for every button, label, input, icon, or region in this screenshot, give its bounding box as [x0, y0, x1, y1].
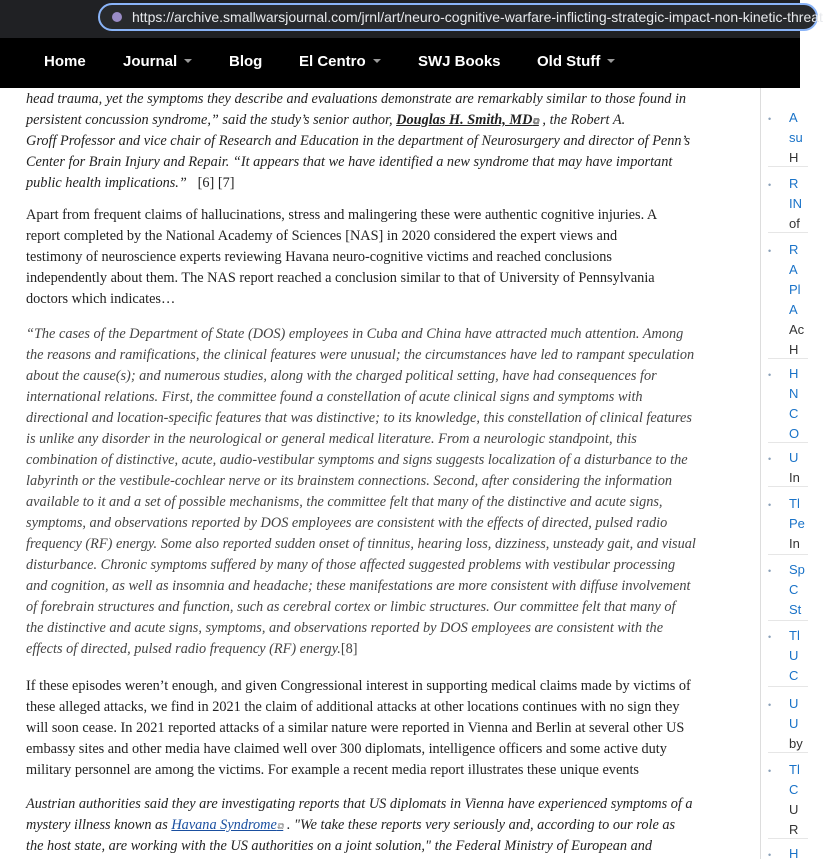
text-line	[26, 173, 726, 194]
text-line: international relations. First, the committee found a constellation of acute clinical signs and symptoms with	[26, 389, 643, 405]
text-line: frequency (RF) energy. Some also reported sudden onset of tinnitus, hearing loss, dizziness, unsteady gait, and visual	[26, 536, 696, 552]
sidebar-line[interactable]: St	[789, 602, 802, 617]
sidebar-separator	[768, 232, 808, 233]
nav-label: SWJ Books	[418, 53, 501, 70]
text-line: If these episodes weren’t enough, and given Congressional interest in supporting medical claims made by victims of	[26, 678, 691, 694]
sidebar-separator	[768, 752, 808, 753]
text-line: head trauma, yet the symptoms they describe and evaluations demonstrate are remarkably similar to those found in	[26, 91, 687, 107]
text-line: report completed by the National Academy of Sciences [NAS] in 2020 considered the expert views and	[26, 228, 618, 244]
caret-down-icon	[373, 59, 381, 63]
nav-old-stuff[interactable]	[537, 53, 615, 70]
nav-blog[interactable]	[229, 53, 262, 70]
sidebar-separator	[768, 686, 808, 687]
text-line: is unlike any disorder in the neurological or general medical literature. From a neurologic standpoint, this	[26, 431, 637, 447]
quote-paragraph-vienna	[26, 794, 726, 857]
sidebar-line: Ac	[789, 322, 805, 337]
footnote-ref[interactable]: [8]	[340, 641, 358, 657]
sidebar-line[interactable]: C	[789, 582, 799, 597]
text-line: symptoms, and observations reported by DOS employees are consistent with the effects of directed, pulsed radio	[26, 515, 668, 531]
caret-down-icon	[607, 59, 615, 63]
bullet-icon: •	[768, 180, 772, 190]
sidebar-line: H	[789, 342, 799, 357]
text-line: military personnel are among the victims. For example a recent media report illustrates these unique events	[26, 762, 639, 778]
sidebar-line: U	[789, 802, 799, 817]
text-line: the host state, are working with the US authorities on a joint solution," the Federal Ministry of European and	[26, 838, 653, 854]
text-line: labyrinth or the vestibule-cochlear nerve or its brainstem connections. Second, after considering the information	[26, 473, 673, 489]
sidebar-separator	[768, 166, 808, 167]
sidebar-line: In	[789, 536, 800, 551]
sidebar-separator	[768, 838, 808, 839]
bullet-icon: •	[768, 500, 772, 510]
nav-label: Journal	[123, 53, 178, 70]
paragraph-nas	[26, 205, 726, 310]
sidebar-line[interactable]: C	[789, 406, 799, 421]
bullet-icon: •	[768, 454, 772, 464]
sidebar-line[interactable]: Tl	[789, 496, 800, 511]
author-link[interactable]	[396, 112, 539, 128]
havana-syndrome-link[interactable]	[171, 817, 283, 833]
sidebar-line[interactable]: IN	[789, 196, 802, 211]
sidebar-line[interactable]: U	[789, 450, 799, 465]
paragraph-attacks	[26, 676, 726, 781]
sidebar-line[interactable]: R	[789, 242, 799, 257]
sidebar-line[interactable]: U	[789, 648, 799, 663]
bullet-icon: •	[768, 766, 772, 776]
sidebar-separator	[768, 442, 808, 443]
bullet-icon: •	[768, 566, 772, 576]
text-span: mystery illness known as	[26, 817, 168, 833]
quote-paragraph-smith	[26, 89, 726, 194]
sidebar-separator	[768, 486, 808, 487]
nav-swj-books[interactable]	[418, 53, 501, 70]
text-line: disturbance. Chronic symptoms suffered by many of those affected suggested problems with vestibular processing	[26, 557, 676, 573]
sidebar-line: R	[789, 822, 799, 837]
text-line: doctors which indicates…	[26, 291, 176, 307]
browser-chrome	[0, 0, 823, 38]
address-bar[interactable]	[98, 3, 823, 31]
blockquote-nas	[26, 324, 726, 660]
nav-label: Blog	[229, 53, 263, 70]
sidebar-line[interactable]: U	[789, 716, 799, 731]
text-span: persistent concussion syndrome,” said the study’s senior author,	[26, 112, 393, 128]
sidebar-line[interactable]: A	[789, 110, 798, 125]
text-line: embassy sites and other media have claimed well over 300 diplomats, intelligence officers and some active duty	[26, 741, 667, 757]
sidebar-line[interactable]: Pe	[789, 516, 805, 531]
nav-label: El Centro	[299, 53, 366, 70]
text-line: Groff Professor and vice chair of Research and Education in the department of Neurosurgery and director of Penn’s	[26, 133, 691, 149]
sidebar-line[interactable]: Tl	[789, 762, 800, 777]
sidebar-line: of	[789, 216, 800, 231]
external-link-icon: ⧉	[276, 821, 284, 831]
nav-el-centro[interactable]	[299, 53, 381, 70]
text-span: , the Robert A.	[542, 112, 626, 128]
bullet-icon: •	[768, 114, 772, 124]
text-line: “The cases of the Department of State (DOS) employees in Cuba and China have attracted much attention. Among	[26, 326, 684, 342]
bullet-icon: •	[768, 370, 772, 380]
footnote-refs[interactable]: [6] [7]	[197, 175, 235, 191]
text-span: public health implications.”	[26, 175, 187, 191]
text-line: directional and location-specific features that was distinctive; to its knowledge, this constellation of clinical features	[26, 410, 692, 426]
bullet-icon: •	[768, 632, 772, 642]
text-line: will soon cease. In 2021 reported attacks of a similar nature were reported in Vienna and Berlin at several other US	[26, 720, 685, 736]
text-line: about the cause(s); and numerous studies, along with the charged political setting, have had consequences for	[26, 368, 657, 384]
site-info-icon[interactable]	[112, 12, 122, 22]
text-line: the reasons and ramifications, the clinical features were unusual; the circumstances have led to rampant speculation	[26, 347, 695, 363]
sidebar-line[interactable]: R	[789, 176, 799, 191]
url-text[interactable]: https://archive.smallwarsjournal.com/jrnl/art/neuro-cognitive-warfare-inflicting-strategic-impact-non-kinetic-threat	[132, 9, 823, 25]
link-text: Havana Syndrome	[171, 817, 277, 833]
sidebar-line[interactable]: su	[789, 130, 803, 145]
sidebar-line[interactable]: C	[789, 668, 799, 683]
sidebar-line[interactable]: U	[789, 696, 799, 711]
sidebar-line: H	[789, 150, 799, 165]
sidebar-separator	[768, 554, 808, 555]
external-link-icon: ⧉	[532, 116, 539, 126]
author-name: Douglas H. Smith, MD	[396, 112, 533, 128]
text-line: Apart from frequent claims of hallucinations, stress and malingering these were authentic cognitive injuries. A	[26, 207, 658, 223]
text-line	[26, 815, 726, 836]
text-span: . "We take these reports very seriously and, according to our role as	[286, 817, 676, 833]
text-line: of forebrain structures and function, such as cerebral cortex or limbic structures. Our committee felt that many of	[26, 599, 676, 615]
sidebar-line[interactable]: A	[789, 262, 798, 277]
bullet-icon: •	[768, 850, 772, 860]
text-line: and cognition, as well as insomnia and headache; these manifestations are more consistent with diffuse involvement	[26, 578, 691, 594]
sidebar-separator	[768, 620, 808, 621]
text-span: effects of directed, pulsed radio frequency (RF) energy.	[26, 641, 341, 657]
nav-label: Home	[44, 53, 86, 70]
sidebar-line[interactable]: Sp	[789, 562, 805, 577]
nav-journal[interactable]	[123, 53, 192, 70]
sidebar-line[interactable]: Tl	[789, 628, 800, 643]
nav-home[interactable]	[44, 53, 86, 70]
text-line: independently about them. The NAS report reached a conclusion similar to that of University of Pennsylvania	[26, 270, 655, 286]
text-line	[26, 110, 726, 131]
article-body	[0, 88, 748, 859]
text-line: the distinctive and acute signs, symptoms, and observations reported by DOS employees are consistent with the	[26, 620, 664, 636]
sidebar-line: In	[789, 470, 800, 485]
text-line: available to it and a set of possible mechanisms, the committee felt that many of the distinctive and acute signs,	[26, 494, 663, 510]
nav-label: Old Stuff	[537, 53, 601, 70]
text-line	[26, 639, 726, 660]
bullet-icon: •	[768, 246, 772, 256]
sidebar-line[interactable]: H	[789, 846, 799, 861]
text-line: Austrian authorities said they are investigating reports that US diplomats in Vienna have experienced symptoms of a	[26, 796, 693, 812]
bullet-icon: •	[768, 700, 772, 710]
sidebar-related-list	[768, 88, 805, 861]
caret-down-icon	[184, 59, 192, 63]
text-line: these alleged attacks, we find in 2021 the claim of additional attacks at other locations continues with no sign they	[26, 699, 680, 715]
sidebar-line: by	[789, 736, 803, 751]
sidebar-line[interactable]: N	[789, 386, 799, 401]
text-line: combination of distinctive, acute, audio-vestibular symptoms and signs suggests localization of a disturbance to the	[26, 452, 688, 468]
sidebar-separator	[768, 358, 808, 359]
sidebar-line[interactable]: Pl	[789, 282, 801, 297]
main-nav	[0, 38, 800, 88]
sidebar-line[interactable]: C	[789, 782, 799, 797]
text-line: testimony of neuroscience experts reviewing Havana neuro-cognitive victims and reached conclusions	[26, 249, 612, 265]
text-line: Center for Brain Injury and Repair. “It appears that we have identified a new syndrome that may have important	[26, 154, 673, 170]
sidebar-line[interactable]: H	[789, 366, 799, 381]
sidebar-line[interactable]: A	[789, 302, 798, 317]
sidebar-divider	[760, 88, 761, 859]
sidebar-line[interactable]: O	[789, 426, 800, 441]
